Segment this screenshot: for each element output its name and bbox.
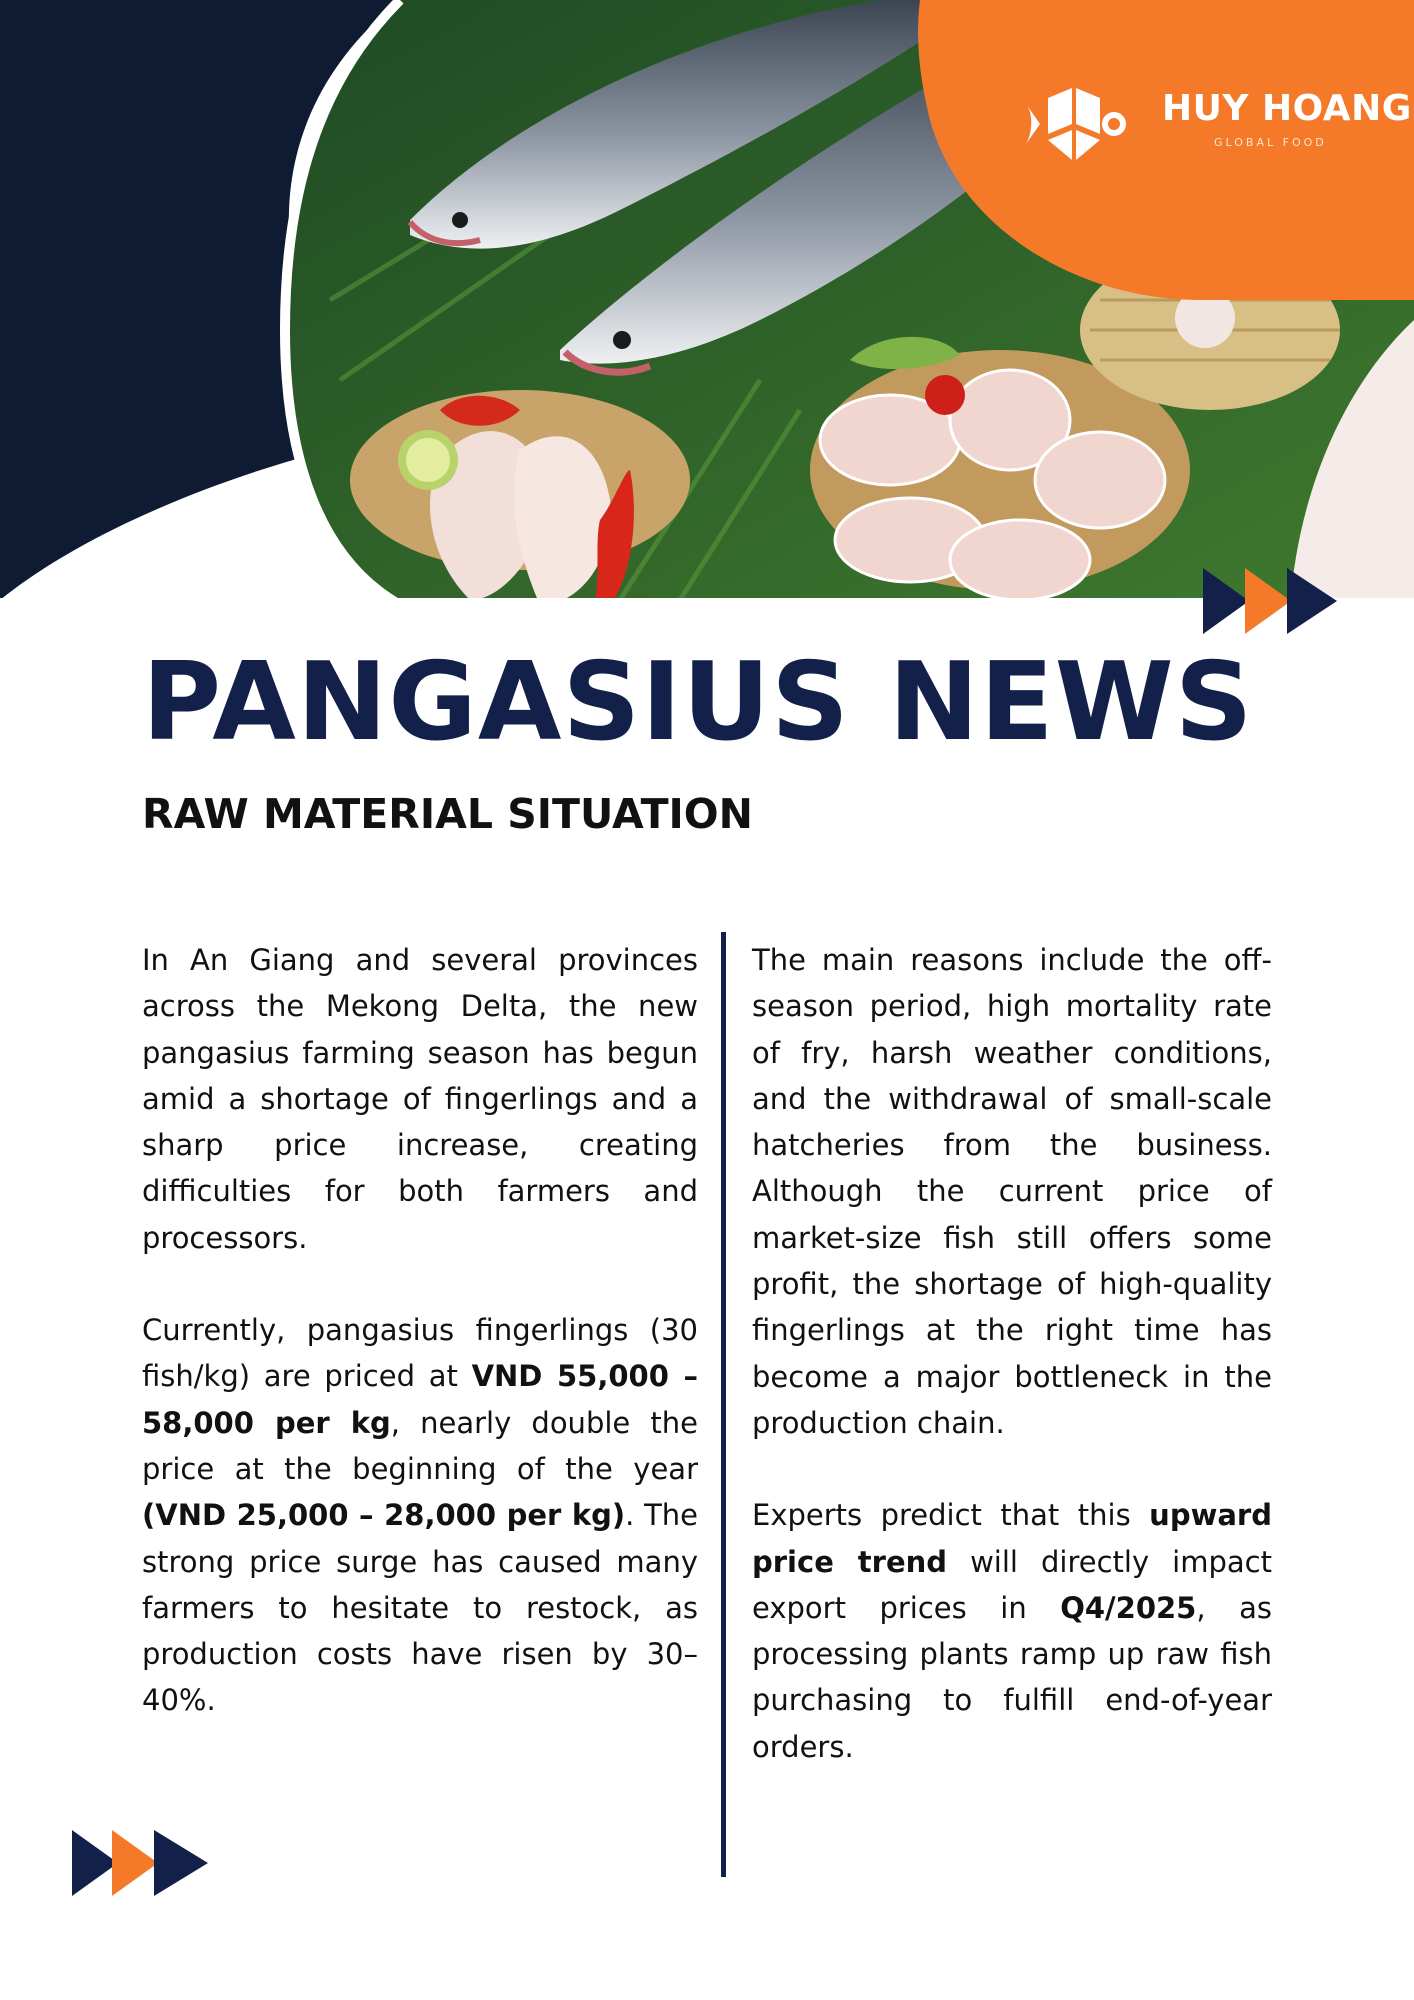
paragraph [752,1492,1272,1770]
paragraph: The main reasons include the off-season period, high mortality rate of fry, harsh weather conditions, and the withdrawal of small-scale hatcheries from the business. Although the current price of market-size fish still offers some profit, the shortage of high-quality fingerlings at the right time has become a major bottleneck in the production chain. [752,943,1272,1440]
price-highlight: VND 55,000 – 58,000 per kg [142,1359,699,1440]
text-run: Experts predict that this [752,1498,1150,1533]
text-run: , nearly double the price at the beginning of the year [142,1405,698,1486]
price-highlight: (VND 25,000 – 28,000 per kg) [142,1498,626,1533]
triple-arrow-icon [72,1830,208,1896]
quarter-highlight: Q4/2025 [1060,1590,1197,1625]
article-column-right [752,937,1272,1816]
trend-highlight: upward price trend [752,1498,1272,1579]
paragraph: In An Giang and several provinces across the Mekong Delta, the new pangasius farming season has begun amid a shortage of fingerlings and a sharp price increase, creating difficulties for both farmers and processors. [142,943,698,1255]
page-subtitle: RAW MATERIAL SITUATION [142,790,753,838]
text-run: Currently, pangasius fingerlings (30 fish/kg) are priced at [142,1313,698,1394]
logo-tagline: GLOBAL FOOD [1214,136,1327,149]
logo-mark-icon [1022,84,1152,164]
text-run: , as processing plants ramp up raw fish purchasing to fulfill end-of-year orders. [752,1590,1272,1764]
huy-hoang-logo [1022,84,1412,164]
paragraph [142,1307,698,1724]
logo-text: HUY HOANG [1162,88,1412,129]
text-run: . The strong price surge has caused many farmers to hesitate to restock, as production costs have risen by 30–40%. [142,1498,699,1718]
triple-arrow-icon [1203,568,1337,634]
column-divider [721,932,726,1877]
article-column-left [142,937,698,1770]
text-run: will directly impact export prices in [752,1544,1272,1625]
page-title: PANGASIUS NEWS [142,640,1254,765]
